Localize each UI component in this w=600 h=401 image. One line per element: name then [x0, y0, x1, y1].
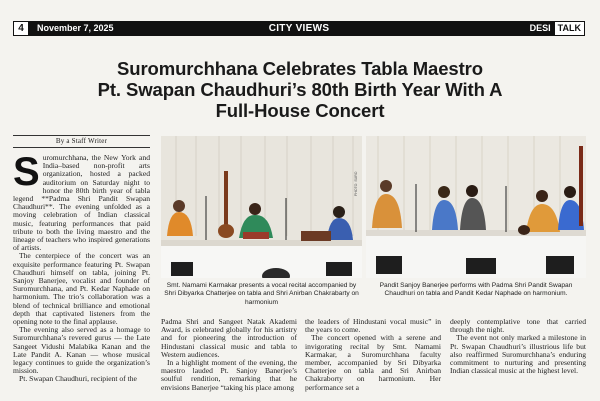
article-column-1: [13, 150, 150, 384]
paragraph: The event not only marked a milestone in Pt. Swapan Chaudhuri’s illustrious life but also reaffirmed Suromurchhana’s enduring commitment to nurturing and presenting Indian classical music at the highest level.: [450, 333, 586, 376]
paragraph: The centerpiece of the concert was an exquisite performance featuring Pt. Swapan Chaudhuri himself on tabla, joining Pt. Sanjoy Banerjee, vocalist and founder of Suromurchhana, and Pt. Kedar Naphade on harmonium. The trio’s collaboration was a blend of technical brilliance and emotional depth that captivated listeners from the opening note to the final applause.: [13, 251, 150, 327]
page-number: 4: [13, 21, 29, 36]
byline: By a Staff Writer: [13, 135, 150, 148]
section-title: CITY VIEWS: [268, 23, 330, 34]
stage-photo-2: [366, 136, 586, 278]
photo-caption-1: Smt. Namami Karmakar presents a vocal recital accompanied by Shri Dibyarka Chatterjee on tabla and Shri Anirban Chakrabarty on harmonium: [164, 282, 359, 306]
headline-line: Full-House Concert: [215, 100, 385, 121]
photo-credit: PHOTO: SURO: [354, 171, 358, 196]
brand-right: TALK: [554, 21, 585, 36]
paragraph: deeply contemplative tone that carried through the night.: [450, 317, 586, 335]
article-column-3: [305, 318, 441, 392]
paragraph: In a highlight moment of the evening, the maestro lauded Pt. Sanjoy Banerjee’s soulful rendition, remarking that he envisions Banerjee “taking his place among: [161, 358, 297, 392]
article-column-2: [161, 318, 297, 392]
headline-line: Pt. Swapan Chaudhuri’s 80th Birth Year With A: [97, 79, 503, 100]
photo-caption-2: Pandit Sanjoy Banerjee performs with Padma Shri Pandit Swapan Chaudhuri on tabla and Pandit Kedar Naphade on harmonium.: [379, 282, 573, 298]
paragraph: the leaders of Hindustani vocal music” in the years to come.: [305, 317, 441, 335]
stage-photo-1: [161, 136, 362, 278]
drop-cap: S: [13, 150, 40, 194]
paragraph: The evening also served as a homage to Suromurchhana’s revered gurus — the Late Sangeet Vidushi Malabika Kanan and the Late Pandit A. Kanan — whose musical legacy continues to guide the organization’s mission.: [13, 325, 150, 376]
paragraph: The concert opened with a serene and invigorating recital by Smt. Namami Karmakar, a Suromurchhana faculty member, accompanied by Sri Dibyarka Chatterjee on tabla and Sri Anirban Chakraborty on harmonium. Her performance set a: [305, 333, 441, 392]
paragraph: uromurchhana, the New York and India–based non-profit arts organization, hosted a packed auditorium on Saturday night to honor the 80th birth year of tabla legend **Padma Shri Pandit Swapan Chaudhuri**. The evening unfolded as a moving celebration of Indian classical music, featuring performances that paid tribute to both the living maestro and the lineage of teachers who inspired generations of artists.: [13, 153, 150, 253]
brand-logo: [527, 21, 585, 36]
page-header-bar: [13, 21, 585, 36]
issue-date: November 7, 2025: [37, 23, 114, 33]
article-column-4: [450, 318, 586, 375]
article-headline: [70, 58, 530, 121]
paragraph: Pt. Swapan Chaudhuri, recipient of the: [19, 374, 137, 384]
photo-trio-performance: [366, 136, 586, 278]
photo-vocal-recital: [161, 136, 362, 278]
brand-left: DESI: [529, 23, 551, 33]
paragraph: Padma Shri and Sangeet Natak Akademi Award, is celebrated globally for his artistry and for pioneering the introduction of Hindustani classical music and tabla to Western audiences.: [161, 317, 297, 359]
headline-line: Suromurchhana Celebrates Tabla Maestro: [117, 58, 483, 79]
